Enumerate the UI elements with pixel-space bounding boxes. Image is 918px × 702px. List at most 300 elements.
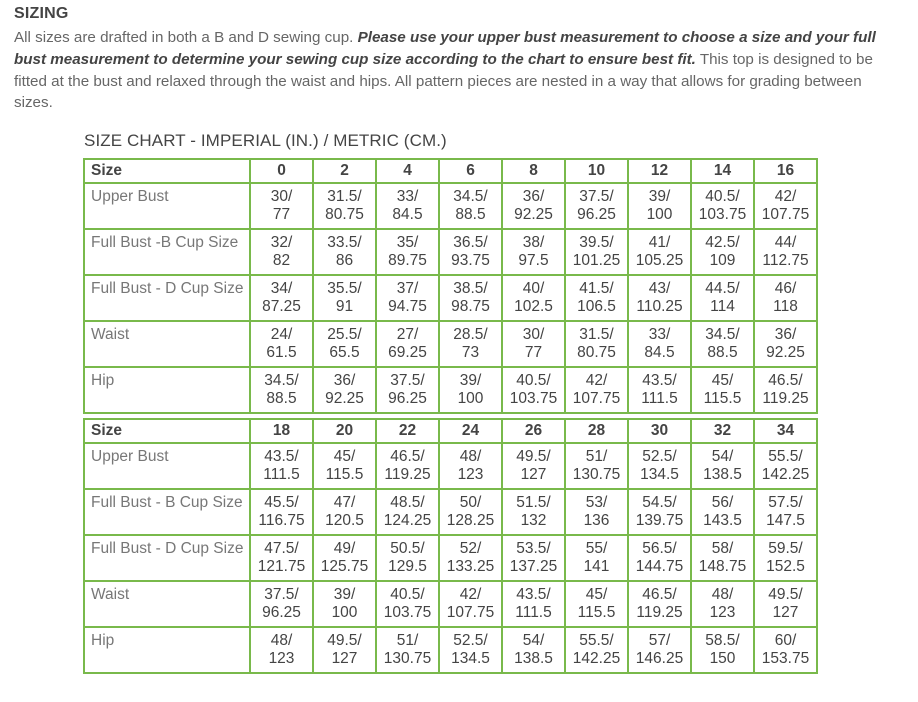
measurement-cell — [376, 535, 439, 581]
imperial-value: 44/ — [774, 234, 797, 251]
metric-value: 114 — [710, 298, 735, 315]
imperial-value: 34.5/ — [453, 188, 488, 205]
metric-value: 153.75 — [761, 650, 810, 667]
metric-value: 103.75 — [383, 604, 432, 621]
imperial-value: 52.5/ — [453, 632, 488, 649]
metric-value: 148.75 — [698, 558, 747, 575]
imperial-value: 39/ — [333, 586, 356, 603]
measurement-cell — [565, 321, 628, 367]
imperial-value: 43/ — [648, 280, 671, 297]
measurement-cell — [250, 275, 313, 321]
imperial-value: 33/ — [648, 326, 671, 343]
metric-value: 100 — [457, 390, 484, 407]
imperial-value: 39/ — [648, 188, 671, 205]
measurement-cell — [502, 535, 565, 581]
imperial-value: 55.5/ — [768, 448, 803, 465]
metric-value: 130.75 — [383, 650, 432, 667]
imperial-value: 55/ — [585, 540, 608, 557]
row-label: Waist — [84, 321, 250, 367]
size-header: 28 — [565, 419, 628, 443]
metric-value: 111.5 — [641, 390, 678, 407]
metric-value: 110.25 — [636, 298, 683, 315]
measurement-cell — [313, 489, 376, 535]
measurement-cell — [250, 627, 313, 673]
size-header: 34 — [754, 419, 817, 443]
measurement-cell — [376, 627, 439, 673]
imperial-value: 60/ — [774, 632, 797, 649]
measurement-cell — [502, 275, 565, 321]
metric-value: 106.5 — [577, 298, 616, 315]
imperial-value: 24/ — [270, 326, 293, 343]
metric-value: 147.5 — [766, 512, 805, 529]
measurement-cell — [691, 627, 754, 673]
imperial-value: 47/ — [333, 494, 356, 511]
size-header: 16 — [754, 159, 817, 183]
imperial-value: 57/ — [648, 632, 671, 649]
measurement-cell — [754, 535, 817, 581]
imperial-value: 30/ — [270, 188, 293, 205]
imperial-value: 48.5/ — [390, 494, 425, 511]
measurement-cell — [313, 367, 376, 413]
measurement-cell — [628, 627, 691, 673]
metric-value: 92.25 — [514, 206, 553, 223]
table-row — [84, 275, 817, 321]
metric-value: 107.75 — [761, 206, 810, 223]
imperial-value: 59.5/ — [768, 540, 803, 557]
measurement-cell — [754, 275, 817, 321]
measurement-cell — [754, 581, 817, 627]
measurement-cell — [691, 275, 754, 321]
measurement-cell — [565, 183, 628, 229]
metric-value: 107.75 — [446, 604, 495, 621]
metric-value: 142.25 — [761, 466, 810, 483]
imperial-value: 58.5/ — [705, 632, 740, 649]
metric-value: 84.5 — [392, 206, 423, 223]
imperial-value: 43.5/ — [642, 372, 677, 389]
measurement-cell — [376, 183, 439, 229]
metric-value: 127 — [772, 604, 799, 621]
table-row — [84, 581, 817, 627]
size-header-label: Size — [84, 419, 250, 443]
measurement-cell — [691, 183, 754, 229]
metric-value: 105.25 — [635, 252, 684, 269]
measurement-cell — [313, 183, 376, 229]
metric-value: 138.5 — [703, 466, 742, 483]
measurement-cell — [502, 183, 565, 229]
imperial-value: 46/ — [774, 280, 797, 297]
metric-value: 84.5 — [644, 344, 675, 361]
metric-value: 103.75 — [698, 206, 747, 223]
measurement-cell — [754, 489, 817, 535]
metric-value: 120.5 — [325, 512, 364, 529]
measurement-cell — [313, 321, 376, 367]
imperial-value: 45/ — [333, 448, 356, 465]
measurement-cell — [691, 321, 754, 367]
metric-value: 137.25 — [509, 558, 558, 575]
imperial-value: 37/ — [396, 280, 419, 297]
measurement-cell — [313, 535, 376, 581]
measurement-cell — [439, 535, 502, 581]
metric-value: 89.75 — [388, 252, 427, 269]
metric-value: 77 — [524, 344, 543, 361]
imperial-value: 34.5/ — [264, 372, 299, 389]
metric-value: 152.5 — [766, 558, 805, 575]
metric-value: 96.25 — [388, 390, 427, 407]
imperial-value: 52.5/ — [642, 448, 677, 465]
metric-value: 88.5 — [266, 390, 297, 407]
imperial-value: 36/ — [774, 326, 797, 343]
section-heading: SIZING — [14, 5, 69, 22]
row-label: Upper Bust — [84, 183, 250, 229]
measurement-cell — [502, 229, 565, 275]
imperial-value: 39.5/ — [579, 234, 614, 251]
imperial-value: 53.5/ — [516, 540, 551, 557]
measurement-cell — [691, 535, 754, 581]
row-label: Hip — [84, 367, 250, 413]
measurement-cell — [313, 581, 376, 627]
metric-value: 82 — [272, 252, 291, 269]
imperial-value: 57.5/ — [768, 494, 803, 511]
imperial-value: 36.5/ — [453, 234, 488, 251]
measurement-cell — [376, 443, 439, 489]
metric-value: 65.5 — [329, 344, 360, 361]
table-row — [84, 321, 817, 367]
metric-value: 123 — [457, 466, 484, 483]
metric-value: 77 — [272, 206, 291, 223]
measurement-cell — [565, 367, 628, 413]
metric-value: 115.5 — [577, 604, 616, 621]
measurement-cell — [250, 489, 313, 535]
metric-value: 97.5 — [518, 252, 549, 269]
imperial-value: 37.5/ — [579, 188, 614, 205]
measurement-cell — [502, 581, 565, 627]
metric-value: 128.25 — [446, 512, 495, 529]
measurement-cell — [250, 321, 313, 367]
table-row — [84, 229, 817, 275]
measurement-cell — [250, 443, 313, 489]
imperial-value: 58/ — [711, 540, 734, 557]
measurement-cell — [439, 229, 502, 275]
metric-value: 121.75 — [257, 558, 306, 575]
imperial-value: 45/ — [711, 372, 734, 389]
measurement-cell — [628, 183, 691, 229]
imperial-value: 46.5/ — [642, 586, 677, 603]
metric-value: 96.25 — [262, 604, 301, 621]
measurement-cell — [754, 627, 817, 673]
row-label: Hip — [84, 627, 250, 673]
measurement-cell — [250, 183, 313, 229]
imperial-value: 33.5/ — [327, 234, 362, 251]
imperial-value: 49.5/ — [327, 632, 362, 649]
imperial-value: 42/ — [585, 372, 608, 389]
imperial-value: 37.5/ — [264, 586, 299, 603]
measurement-cell — [502, 443, 565, 489]
measurement-cell — [628, 443, 691, 489]
measurement-cell — [439, 183, 502, 229]
metric-value: 130.75 — [572, 466, 621, 483]
measurement-cell — [628, 535, 691, 581]
size-header: 24 — [439, 419, 502, 443]
measurement-cell — [691, 581, 754, 627]
row-label: Full Bust - D Cup Size — [84, 275, 250, 321]
imperial-value: 38.5/ — [453, 280, 488, 297]
measurement-cell — [628, 275, 691, 321]
measurement-cell — [376, 275, 439, 321]
table-row — [84, 489, 817, 535]
measurement-cell — [313, 627, 376, 673]
metric-value: 127 — [331, 650, 358, 667]
metric-value: 115.5 — [703, 390, 742, 407]
measurement-cell — [502, 321, 565, 367]
imperial-value: 51/ — [396, 632, 419, 649]
imperial-value: 45/ — [585, 586, 608, 603]
metric-value: 107.75 — [572, 390, 621, 407]
measurement-cell — [313, 275, 376, 321]
size-header: 6 — [439, 159, 502, 183]
metric-value: 118 — [773, 298, 798, 315]
metric-value: 88.5 — [707, 344, 738, 361]
imperial-value: 41/ — [648, 234, 671, 251]
imperial-value: 34/ — [270, 280, 293, 297]
row-label: Full Bust - D Cup Size — [84, 535, 250, 581]
metric-value: 61.5 — [266, 344, 297, 361]
measurement-cell — [565, 443, 628, 489]
metric-value: 80.75 — [577, 344, 616, 361]
metric-value: 100 — [646, 206, 673, 223]
metric-value: 136 — [583, 512, 610, 529]
metric-value: 111.5 — [515, 604, 552, 621]
metric-value: 123 — [709, 604, 736, 621]
metric-value: 142.25 — [572, 650, 621, 667]
measurement-cell — [628, 321, 691, 367]
measurement-cell — [565, 275, 628, 321]
metric-value: 138.5 — [514, 650, 553, 667]
metric-value: 134.5 — [451, 650, 490, 667]
measurement-cell — [628, 367, 691, 413]
imperial-value: 40/ — [522, 280, 545, 297]
row-label: Full Bust -B Cup Size — [84, 229, 250, 275]
metric-value: 86 — [335, 252, 354, 269]
imperial-value: 34.5/ — [705, 326, 740, 343]
imperial-value: 35/ — [396, 234, 419, 251]
imperial-value: 47.5/ — [264, 540, 299, 557]
size-header: 8 — [502, 159, 565, 183]
imperial-value: 48/ — [711, 586, 734, 603]
measurement-cell — [754, 321, 817, 367]
metric-value: 101.25 — [572, 252, 621, 269]
metric-value: 102.5 — [514, 298, 553, 315]
intro-text-1: All sizes are drafted in both a B and D sewing cup. — [14, 29, 358, 46]
metric-value: 80.75 — [325, 206, 364, 223]
metric-value: 88.5 — [455, 206, 486, 223]
metric-value: 146.25 — [635, 650, 684, 667]
size-chart-table-1 — [83, 158, 818, 414]
metric-value: 150 — [709, 650, 736, 667]
measurement-cell — [376, 581, 439, 627]
measurement-cell — [250, 229, 313, 275]
imperial-value: 54/ — [711, 448, 734, 465]
measurement-cell — [439, 627, 502, 673]
metric-value: 87.25 — [262, 298, 301, 315]
measurement-cell — [376, 367, 439, 413]
imperial-value: 35.5/ — [327, 280, 362, 297]
imperial-value: 40.5/ — [516, 372, 551, 389]
measurement-cell — [691, 443, 754, 489]
metric-value: 112.75 — [762, 252, 809, 269]
measurement-cell — [754, 443, 817, 489]
imperial-value: 49/ — [333, 540, 356, 557]
imperial-value: 28.5/ — [453, 326, 488, 343]
metric-value: 69.25 — [388, 344, 427, 361]
size-header: 2 — [313, 159, 376, 183]
imperial-value: 27/ — [396, 326, 419, 343]
measurement-cell — [250, 535, 313, 581]
measurement-cell — [565, 581, 628, 627]
metric-value: 133.25 — [446, 558, 495, 575]
measurement-cell — [628, 229, 691, 275]
intro-paragraph — [14, 27, 904, 114]
metric-value: 132 — [520, 512, 547, 529]
imperial-value: 49.5/ — [768, 586, 803, 603]
size-header: 26 — [502, 419, 565, 443]
imperial-value: 42/ — [774, 188, 797, 205]
metric-value: 100 — [331, 604, 358, 621]
metric-value: 111.5 — [263, 466, 300, 483]
header-row — [84, 159, 817, 183]
imperial-value: 31.5/ — [327, 188, 362, 205]
imperial-value: 31.5/ — [579, 326, 614, 343]
metric-value: 125.75 — [320, 558, 369, 575]
metric-value: 134.5 — [640, 466, 679, 483]
size-header: 10 — [565, 159, 628, 183]
imperial-value: 36/ — [522, 188, 545, 205]
imperial-value: 42.5/ — [705, 234, 740, 251]
metric-value: 119.25 — [384, 466, 431, 483]
metric-value: 123 — [268, 650, 295, 667]
measurement-cell — [565, 489, 628, 535]
imperial-value: 43.5/ — [264, 448, 299, 465]
imperial-value: 41.5/ — [579, 280, 614, 297]
measurement-cell — [439, 275, 502, 321]
imperial-value: 53/ — [585, 494, 608, 511]
intro-text-2: This top is designed to be fitted at the bust and relaxed through the waist and hips. All pattern pieces are nested in a way that allows for grading between sizes. — [14, 50, 873, 112]
measurement-cell — [376, 321, 439, 367]
measurement-cell — [628, 489, 691, 535]
measurement-cell — [565, 627, 628, 673]
measurement-cell — [376, 489, 439, 535]
imperial-value: 54/ — [522, 632, 545, 649]
table-row — [84, 183, 817, 229]
imperial-value: 43.5/ — [516, 586, 551, 603]
imperial-value: 56/ — [711, 494, 734, 511]
metric-value: 96.25 — [577, 206, 616, 223]
measurement-cell — [565, 229, 628, 275]
metric-value: 93.75 — [451, 252, 490, 269]
metric-value: 129.5 — [388, 558, 427, 575]
imperial-value: 40.5/ — [705, 188, 740, 205]
measurement-cell — [439, 581, 502, 627]
metric-value: 139.75 — [635, 512, 684, 529]
imperial-value: 50/ — [459, 494, 482, 511]
measurement-cell — [691, 367, 754, 413]
measurement-cell — [691, 229, 754, 275]
size-header-label: Size — [84, 159, 250, 183]
metric-value: 127 — [520, 466, 547, 483]
metric-value: 92.25 — [766, 344, 805, 361]
measurement-cell — [502, 489, 565, 535]
measurement-cell — [754, 229, 817, 275]
imperial-value: 45.5/ — [264, 494, 299, 511]
metric-value: 119.25 — [762, 390, 809, 407]
metric-value: 116.75 — [258, 512, 305, 529]
imperial-value: 39/ — [459, 372, 482, 389]
measurement-cell — [628, 581, 691, 627]
measurement-cell — [313, 443, 376, 489]
metric-value: 98.75 — [451, 298, 490, 315]
imperial-value: 46.5/ — [768, 372, 803, 389]
row-label: Upper Bust — [84, 443, 250, 489]
metric-value: 109 — [709, 252, 736, 269]
imperial-value: 33/ — [396, 188, 419, 205]
header-row — [84, 419, 817, 443]
imperial-value: 56.5/ — [642, 540, 677, 557]
table-row — [84, 535, 817, 581]
measurement-cell — [250, 367, 313, 413]
imperial-value: 37.5/ — [390, 372, 425, 389]
intro-emphasis: Please use your upper bust measurement to choose a size and your full bust measurement to determine your sewing cup size according to the chart to ensure best fit. — [14, 29, 876, 68]
metric-value: 91 — [335, 298, 354, 315]
measurement-cell — [376, 229, 439, 275]
imperial-value: 42/ — [459, 586, 482, 603]
metric-value: 94.75 — [388, 298, 427, 315]
metric-value: 103.75 — [509, 390, 558, 407]
metric-value: 124.25 — [383, 512, 432, 529]
measurement-cell — [691, 489, 754, 535]
measurement-cell — [565, 535, 628, 581]
measurement-cell — [313, 229, 376, 275]
size-header: 18 — [250, 419, 313, 443]
metric-value: 73 — [461, 344, 480, 361]
imperial-value: 36/ — [333, 372, 356, 389]
measurement-cell — [439, 367, 502, 413]
size-header: 20 — [313, 419, 376, 443]
size-header: 4 — [376, 159, 439, 183]
size-header: 22 — [376, 419, 439, 443]
chart-title: SIZE CHART - IMPERIAL (IN.) / METRIC (CM.) — [84, 131, 447, 150]
measurement-cell — [250, 581, 313, 627]
imperial-value: 49.5/ — [516, 448, 551, 465]
imperial-value: 52/ — [459, 540, 482, 557]
metric-value: 141 — [583, 558, 610, 575]
row-label: Waist — [84, 581, 250, 627]
imperial-value: 40.5/ — [390, 586, 425, 603]
table-row — [84, 627, 817, 673]
imperial-value: 54.5/ — [642, 494, 677, 511]
imperial-value: 32/ — [270, 234, 293, 251]
size-header: 14 — [691, 159, 754, 183]
measurement-cell — [502, 627, 565, 673]
imperial-value: 51/ — [585, 448, 608, 465]
imperial-value: 25.5/ — [327, 326, 362, 343]
metric-value: 143.5 — [703, 512, 742, 529]
metric-value: 119.25 — [636, 604, 683, 621]
table-row — [84, 443, 817, 489]
measurement-cell — [754, 183, 817, 229]
imperial-value: 50.5/ — [390, 540, 425, 557]
measurement-cell — [439, 489, 502, 535]
imperial-value: 55.5/ — [579, 632, 614, 649]
size-header: 32 — [691, 419, 754, 443]
